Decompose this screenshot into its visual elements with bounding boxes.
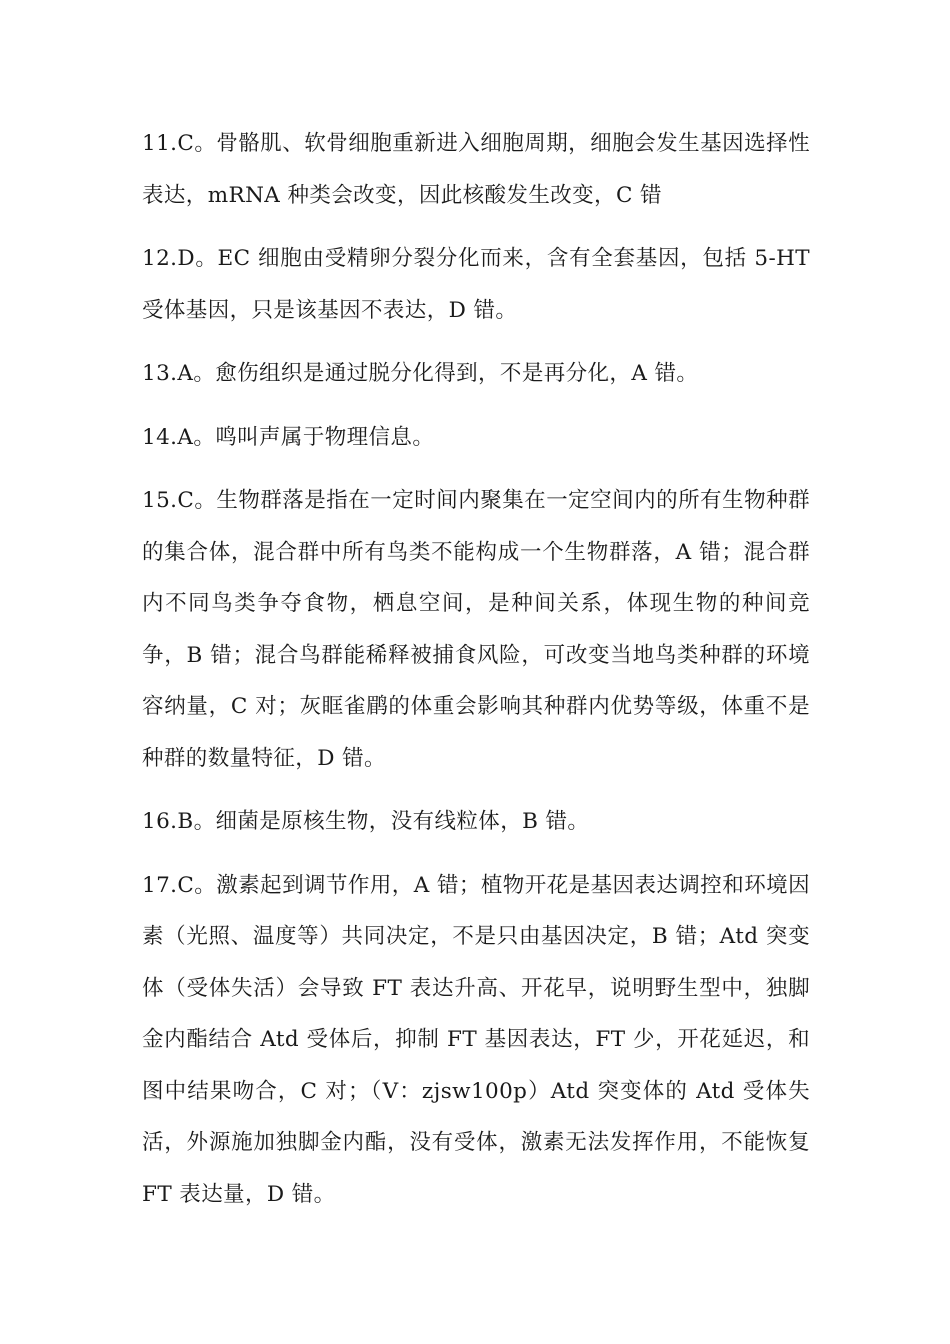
answer-13: 13.A。愈伤组织是通过脱分化得到，不是再分化，A 错。 xyxy=(142,361,699,386)
answer-list xyxy=(142,118,810,1232)
answer-15: 15.C。生物群落是指在一定时间内聚集在一定空间内的所有生物种群的集合体，混合群中所有鸟类不能构成一个生物群落，A 错；混合群内不同鸟类争夺食物，栖息空间，是种间关系，体现生物的种间竞争，B 错；混合鸟群能稀释被捕食风险，可改变当地鸟类种群的环境容纳量，C 对；灰眶雀鹛的体重会影响其种群内优势等级，体重不是种群的数量特征，D 错。 xyxy=(142,488,810,771)
answer-12: 12.D。EC 细胞由受精卵分裂分化而来，含有全套基因，包括 5-HT 受体基因，只是该基因不表达，D 错。 xyxy=(142,246,810,323)
answer-17: 17.C。激素起到调节作用，A 错；植物开花是基因表达调控和环境因素（光照、温度等）共同决定，不是只由基因决定，B 错；Atd 突变体（受体失活）会导致 FT 表达升高、开花早，说明野生型中，独脚金内酯结合 Atd 受体后，抑制 FT 基因表达，FT 少，开花延迟，和图中结果吻合，C 对；（V：zjsw100p）Atd 突变体的 Atd 受体失活，外源施加独脚金内酯，没有受体，激素无法发挥作用，不能恢复 FT 表达量，D 错。 xyxy=(142,872,810,1207)
answer-14: 14.A。鸣叫声属于物理信息。 xyxy=(142,424,435,450)
answer-11: 11.C。骨骼肌、软骨细胞重新进入细胞周期，细胞会发生基因选择性表达，mRNA 种类会改变，因此核酸发生改变，C 错 xyxy=(142,131,810,208)
answer-16: 16.B。细菌是原核生物，没有线粒体，B 错。 xyxy=(142,809,590,834)
